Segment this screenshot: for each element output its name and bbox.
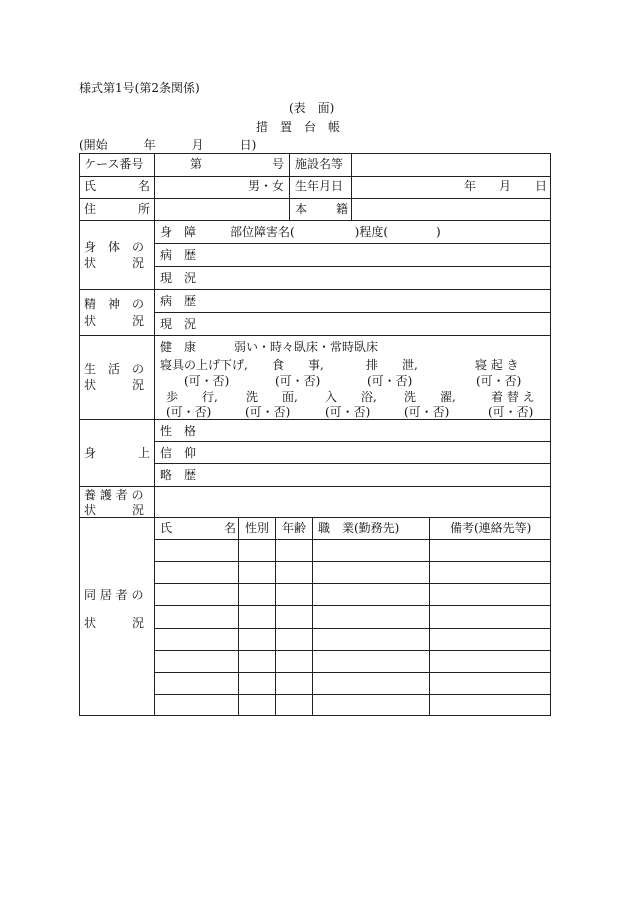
mental-current: 現 況 <box>160 317 197 331</box>
address-label-2: 所 <box>138 202 151 216</box>
case-number-prefix: 第 <box>190 157 203 171</box>
personal-label-1: 身 <box>84 446 97 460</box>
cohabitants-header-remarks: 備考(連絡先等) <box>450 521 532 535</box>
cohabitants-label-line2: 状 況 <box>84 616 145 630</box>
personal-label-2: 上 <box>138 446 151 460</box>
case-number-suffix: 号 <box>272 157 285 171</box>
birth-month: 月 <box>499 179 512 193</box>
birth-day: 日 <box>535 179 548 193</box>
living-choice-3: (可・否) <box>367 374 413 388</box>
cohabitants-header-name-2: 名 <box>224 521 237 535</box>
living-choice-8: (可・否) <box>404 405 450 419</box>
personal-background: 略 歴 <box>160 468 197 482</box>
living-item-excretion: 排 泄, <box>366 358 418 372</box>
mental-label-line1: 精 神 の <box>84 297 145 311</box>
living-item-bathing: 入 浴, <box>325 390 377 404</box>
living-item-dressing: 着 替 え <box>491 390 535 404</box>
sex-choice: 男・女 <box>248 179 285 193</box>
living-choice-4: (可・否) <box>476 374 522 388</box>
side-label: (表 面) <box>289 101 335 115</box>
name-label-2: 名 <box>138 179 151 193</box>
mental-history: 病 歴 <box>160 294 197 308</box>
physical-history: 病 歴 <box>160 248 197 262</box>
living-health-label: 健 康 <box>160 340 197 354</box>
living-health-options: 弱い・時々臥床・常時臥床 <box>234 340 379 354</box>
domicile-label-2: 籍 <box>336 202 349 216</box>
living-choice-5: (可・否) <box>166 405 212 419</box>
physical-current: 現 況 <box>160 271 197 285</box>
physical-label-line2: 状 況 <box>84 256 145 270</box>
living-item-washing-face: 洗 面, <box>246 390 298 404</box>
address-label-1: 住 <box>84 202 97 216</box>
domicile-label-1: 本 <box>295 202 308 216</box>
living-choice-9: (可・否) <box>488 405 534 419</box>
living-item-bedding: 寝具の上げ下げ, <box>160 358 248 372</box>
birth-date-label: 生年月日 <box>295 179 344 193</box>
personal-character: 性 格 <box>160 424 197 438</box>
mental-label-line2: 状 況 <box>84 314 145 328</box>
cohabitants-header-name-1: 氏 <box>160 521 173 535</box>
caregiver-label-line1: 養 護 者 の <box>84 488 144 502</box>
case-number-label: ケース番号 <box>84 157 144 171</box>
facility-name-label: 施設名等 <box>295 157 344 171</box>
living-item-walking: 歩 行, <box>166 390 218 404</box>
living-item-rising: 寝 起 き <box>475 358 519 372</box>
living-choice-7: (可・否) <box>325 405 371 419</box>
physical-disability-label: 身 障 <box>160 225 197 239</box>
physical-disability-detail: 部位障害名( )程度( ) <box>230 225 441 239</box>
living-label-line2: 状 況 <box>84 378 145 392</box>
cohabitants-header-sex: 性別 <box>245 521 270 535</box>
cohabitants-header-age: 年齢 <box>282 521 307 535</box>
personal-faith: 信 仰 <box>160 446 197 460</box>
living-item-meal: 食 事, <box>272 358 324 372</box>
physical-label-line1: 身 体 の <box>84 240 145 254</box>
living-choice-1: (可・否) <box>184 374 230 388</box>
living-choice-2: (可・否) <box>275 374 321 388</box>
birth-year: 年 <box>464 179 477 193</box>
caregiver-label-line2: 状 況 <box>84 503 145 517</box>
living-choice-6: (可・否) <box>245 405 291 419</box>
start-date: (開始 年 月 日) <box>79 138 257 152</box>
cohabitants-header-occupation: 職 業(勤務先) <box>318 521 400 535</box>
cohabitants-label-line1: 同 居 者 の <box>84 588 144 602</box>
living-item-laundry: 洗 濯, <box>404 390 456 404</box>
page-title: 措 置 台 帳 <box>256 120 341 134</box>
form-number: 様式第1号(第2条関係) <box>79 81 200 95</box>
living-label-line1: 生 活 の <box>84 362 145 376</box>
name-label-1: 氏 <box>84 179 97 193</box>
